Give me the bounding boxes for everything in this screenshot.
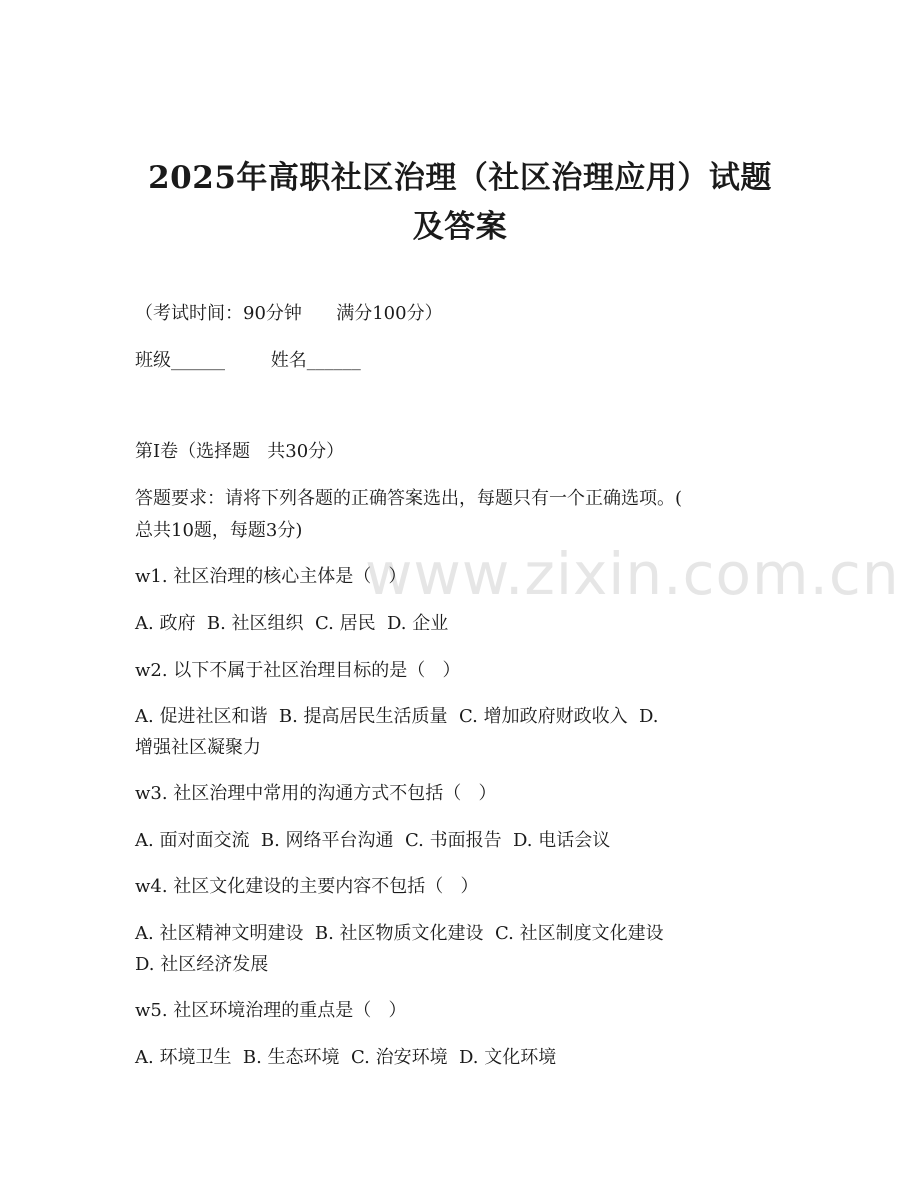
question-stem: w2. 以下不属于社区治理目标的是（ ）	[135, 660, 461, 681]
document-title-line-1: 2025年高职社区治理（社区治理应用）试题	[148, 160, 772, 196]
instructions-line-2: 总共10题，每题3分)	[135, 520, 303, 541]
question-options: A. 面对面交流 B. 网络平台沟通 C. 书面报告 D. 电话会议	[135, 830, 611, 851]
question-options: A. 社区精神文明建设 B. 社区物质文化建设 C. 社区制度文化建设	[135, 923, 664, 944]
class-name-line: 班级______ 姓名______	[135, 350, 361, 371]
question-options-continued: D. 社区经济发展	[135, 954, 269, 975]
document-title-line-2: 及答案	[412, 209, 508, 245]
question-stem: w5. 社区环境治理的重点是（ ）	[135, 1000, 407, 1021]
question-stem: w1. 社区治理的核心主体是（ ）	[135, 566, 407, 587]
question-stem: w3. 社区治理中常用的沟通方式不包括（ ）	[135, 783, 497, 804]
question-options: A. 环境卫生 B. 生态环境 C. 治安环境 D. 文化环境	[135, 1047, 557, 1068]
watermark: www.zixin.com.cn	[365, 540, 900, 608]
question-options: A. 促进社区和谐 B. 提高居民生活质量 C. 增加政府财政收入 D.	[135, 706, 659, 727]
section-header: 第Ⅰ卷（选择题 共30分）	[135, 441, 345, 462]
question-options-continued: 增强社区凝聚力	[135, 737, 261, 758]
question-options: A. 政府 B. 社区组织 C. 居民 D. 企业	[135, 613, 449, 634]
exam-info: （考试时间：90分钟 满分100分）	[135, 303, 443, 324]
instructions-line-1: 答题要求：请将下列各题的正确答案选出，每题只有一个正确选项。(	[135, 488, 683, 509]
question-stem: w4. 社区文化建设的主要内容不包括（ ）	[135, 876, 479, 897]
